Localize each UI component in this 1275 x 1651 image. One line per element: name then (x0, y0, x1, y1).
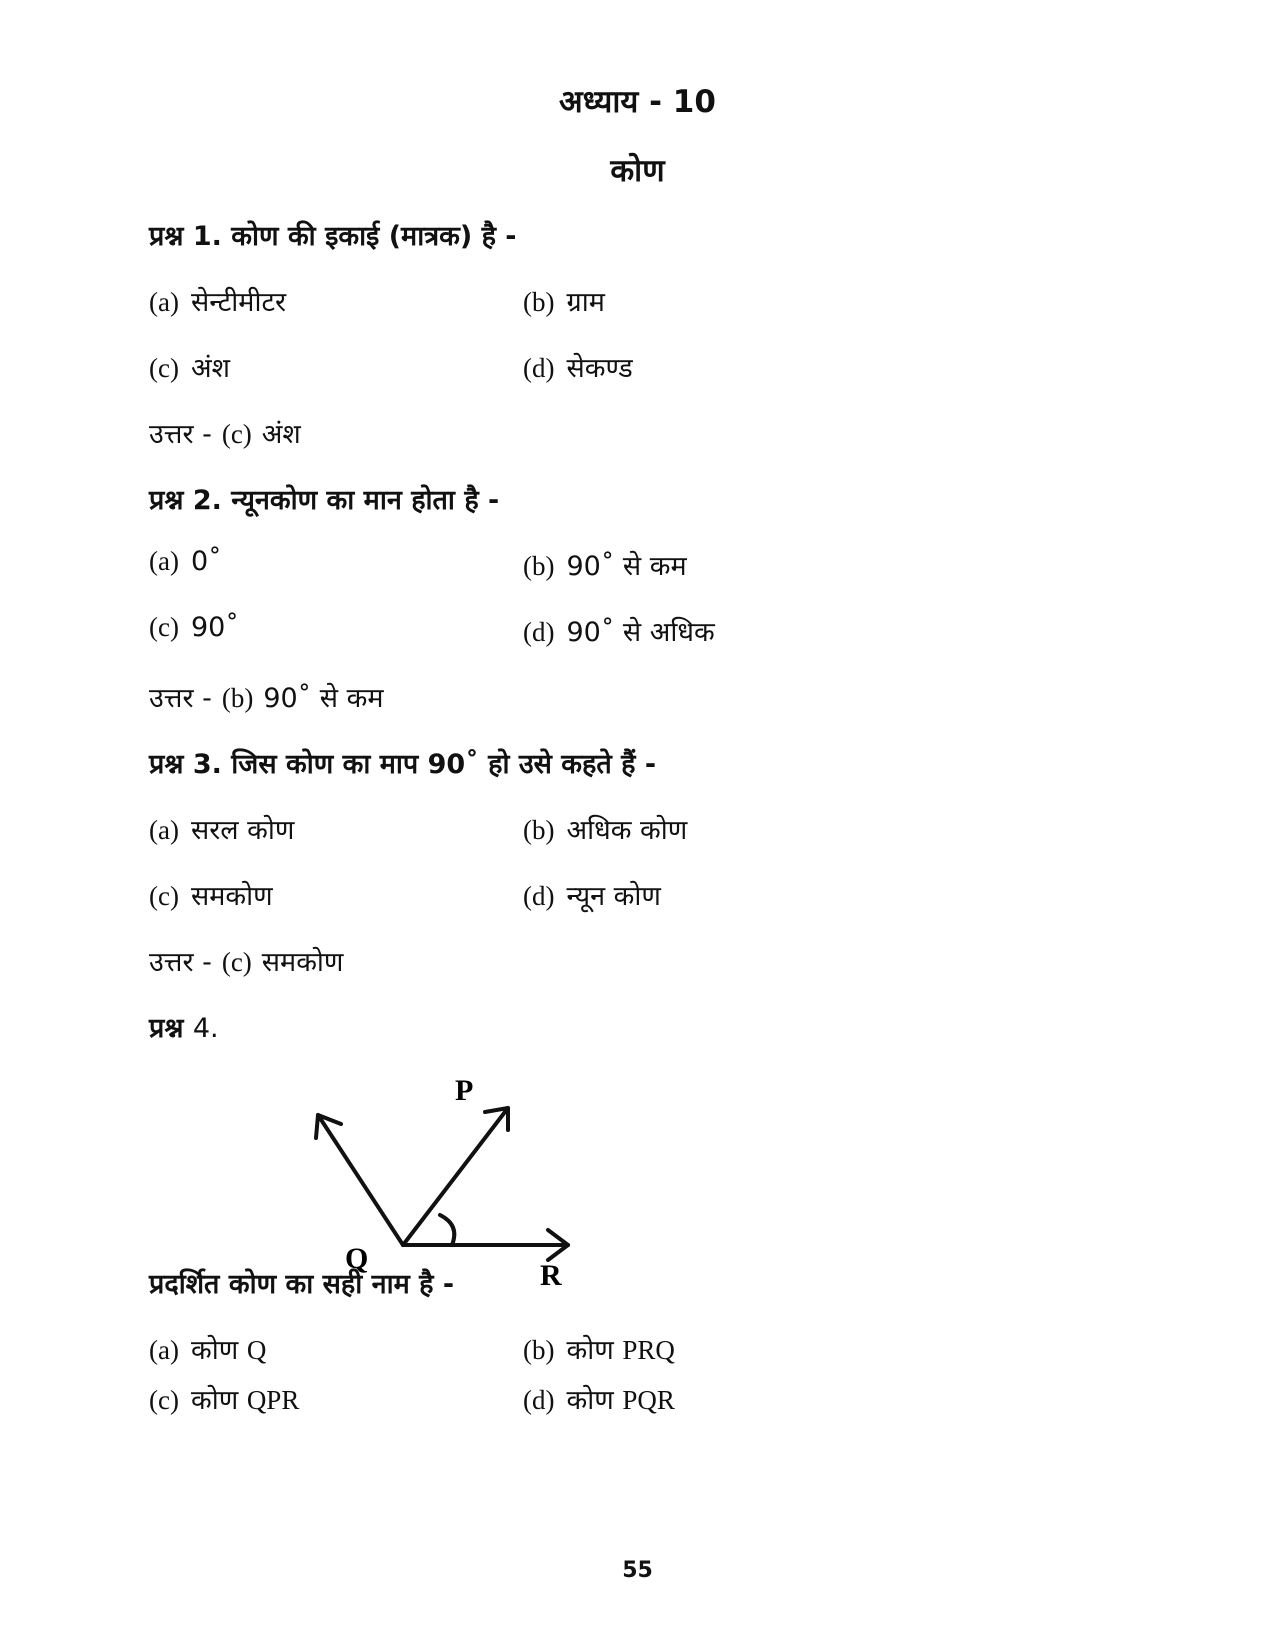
question-4-option-d: (d) कोण PQR (523, 1385, 675, 1416)
topic-title: कोण (610, 153, 665, 189)
question-2-option-a: (a) 0˚ (149, 546, 222, 577)
angle-arc (440, 1215, 454, 1245)
question-1-answer: उत्तर - (c) अंश (149, 419, 301, 450)
question-1-prompt: प्रश्न 1. कोण की इकाई (मात्रक) है - (149, 221, 517, 252)
chapter-title: अध्याय - 10 (559, 84, 716, 120)
question-2-option-c: (c) 90˚ (149, 612, 239, 643)
question-2-option-d: (d) 90˚ से अधिक (523, 617, 715, 648)
ray-left-line (318, 1115, 403, 1245)
question-1-option-d: (d) सेकण्ड (523, 353, 633, 384)
question-3-option-a: (a) सरल कोण (149, 815, 295, 846)
angle-figure (300, 1060, 600, 1290)
question-3-answer: उत्तर - (c) समकोण (149, 947, 344, 978)
question-4-option-b: (b) कोण PRQ (523, 1335, 675, 1366)
question-3-option-b: (b) अधिक कोण (523, 815, 688, 846)
label-r: R (540, 1259, 562, 1290)
ray-qp-line (403, 1108, 508, 1245)
page-number: 55 (622, 1558, 653, 1583)
question-2-option-b: (b) 90˚ से कम (523, 551, 687, 582)
question-1-option-c: (c) अंश (149, 353, 230, 384)
label-p: P (455, 1074, 474, 1107)
question-1-option-a: (a) सेन्टीमीटर (149, 287, 287, 318)
label-q: Q (345, 1242, 369, 1275)
question-2-prompt: प्रश्न 2. न्यूनकोण का मान होता है - (149, 485, 500, 516)
question-4-option-a: (a) कोण Q (149, 1335, 267, 1366)
question-2-answer: उत्तर - (b) 90˚ से कम (149, 683, 384, 714)
question-3-option-c: (c) समकोण (149, 881, 273, 912)
question-4-statement: प्रदर्शित कोण का सही नाम है - (149, 1269, 455, 1300)
question-3-prompt: प्रश्न 3. जिस कोण का माप 90˚ हो उसे कहते हैं - (149, 749, 657, 780)
question-3-option-d: (d) न्यून कोण (523, 881, 661, 912)
question-1-option-b: (b) ग्राम (523, 287, 605, 318)
question-4-prompt: प्रश्न 4. (149, 1013, 219, 1044)
question-4-option-c: (c) कोण QPR (149, 1385, 300, 1416)
